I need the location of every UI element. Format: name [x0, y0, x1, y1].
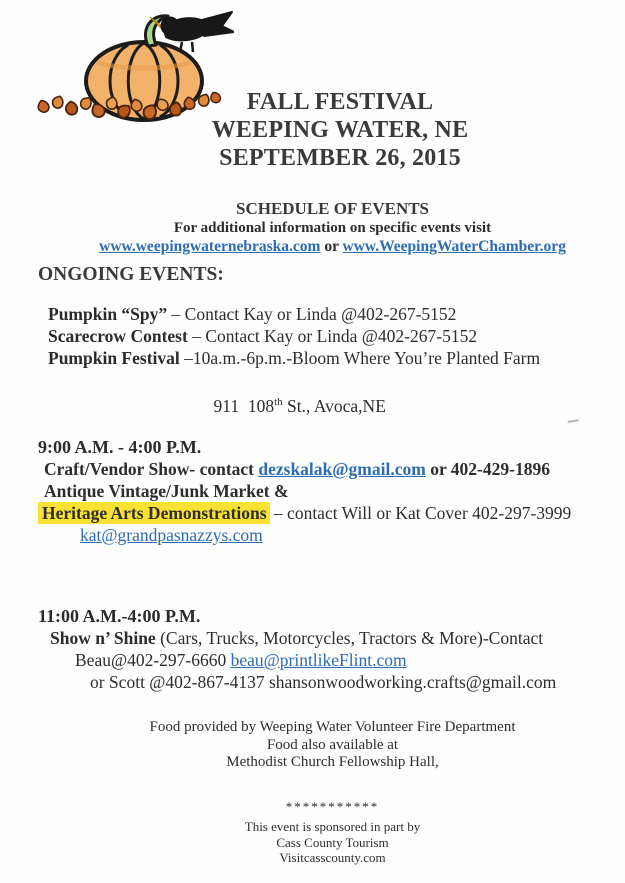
address-number: 911 108: [213, 395, 275, 416]
sponsor-line: Visitcasscounty.com: [279, 850, 386, 865]
divider-stars: ***********: [285, 799, 380, 814]
ongoing-events-list: [48, 303, 608, 439]
session-craft-vendor: [38, 436, 618, 546]
session-time: 11:00 A.M.-4:00 P.M.: [38, 606, 201, 626]
beau-phone: Beau@402-297-6660: [75, 650, 231, 670]
kat-email-line: [38, 524, 618, 546]
heritage-arts-line: [38, 502, 618, 524]
link-weepingwaterchamber[interactable]: www.WeepingWaterChamber.org: [342, 238, 566, 255]
schedule-subheading: For additional information on specific events visit: [173, 220, 492, 236]
food-line: Methodist Church Fellowship Hall,: [226, 754, 439, 770]
title-line-2: WEEPING WATER, NE: [211, 117, 469, 143]
craft-vendor-label: Craft/Vendor Show- contact: [44, 459, 259, 479]
food-line: Food provided by Weeping Water Volunteer Fire Department: [149, 719, 516, 735]
ongoing-events-heading: ONGOING EVENTS:: [38, 264, 224, 285]
link-beau-email[interactable]: beau@printlikeFlint.com: [230, 650, 407, 670]
link-separator: or: [320, 238, 343, 255]
title-line-3: SEPTEMBER 26, 2015: [219, 145, 461, 171]
session-show-n-shine: [38, 605, 618, 693]
food-info: [40, 719, 625, 772]
scott-contact-line: or Scott @402-867-4137 shansonwoodworking.crafts@gmail.com: [90, 672, 557, 692]
beau-contact-line: [38, 649, 618, 671]
link-dezskalak-email[interactable]: dezskalak@gmail.com: [258, 459, 426, 479]
list-item: [48, 325, 608, 347]
schedule-heading: SCHEDULE OF EVENTS: [235, 199, 430, 218]
sponsor-info: [40, 819, 625, 866]
list-item: [48, 303, 608, 325]
heritage-arts-highlight: Heritage Arts Demonstrations: [38, 502, 270, 524]
craft-vendor-line: [38, 458, 618, 480]
list-item: [48, 347, 608, 369]
sponsor-line: Cass County Tourism: [276, 834, 389, 850]
show-n-shine-details: (Cars, Trucks, Motorcycles, Tractors & More)-Contact: [155, 628, 544, 648]
address-ordinal: th: [274, 396, 283, 408]
event-details: – Contact Kay or Linda @402-267-5152: [187, 326, 478, 346]
sponsor-line: This event is sponsored in part by: [244, 819, 421, 834]
event-name: Pumpkin Festival: [48, 348, 180, 368]
page-title: [185, 88, 495, 172]
event-address: [48, 369, 608, 439]
show-n-shine-line: [38, 627, 618, 649]
show-n-shine-label: Show n’ Shine: [50, 628, 156, 648]
schedule-header: [40, 199, 625, 256]
antique-market-line: Antique Vintage/Junk Market &: [44, 481, 289, 501]
craft-vendor-phone: or 402-429-1896: [425, 459, 550, 479]
event-details: –10a.m.-6p.m.-Bloom Where You’re Planted Farm: [179, 348, 541, 368]
link-weepingwaternebraska[interactable]: www.weepingwaternebraska.com: [99, 238, 321, 255]
event-name: Pumpkin “Spy”: [48, 304, 168, 324]
event-details: – Contact Kay or Linda @402-267-5152: [167, 304, 457, 324]
food-line: Food also available at: [266, 736, 399, 753]
heritage-arts-contact: – contact Will or Kat Cover 402-297-3999: [269, 503, 572, 523]
link-kat-email[interactable]: kat@grandpasnazzys.com: [80, 525, 263, 545]
event-name: Scarecrow Contest: [48, 326, 188, 346]
schedule-links: [40, 238, 625, 256]
session-time: 9:00 A.M. - 4:00 P.M.: [38, 437, 202, 457]
title-line-1: FALL FESTIVAL: [246, 89, 434, 115]
address-rest: St., Avoca,NE: [282, 395, 386, 416]
